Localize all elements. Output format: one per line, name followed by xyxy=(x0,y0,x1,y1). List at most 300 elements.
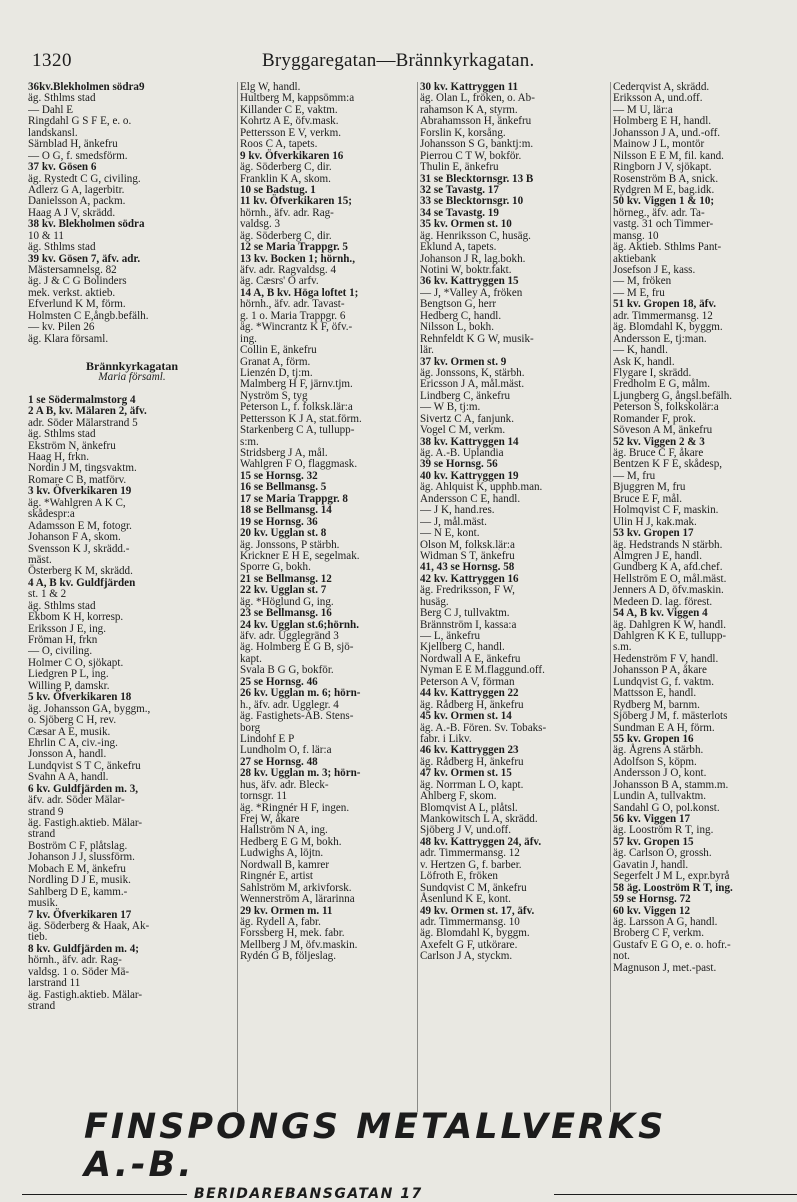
directory-entry: 16 se Bellmansg. 5 xyxy=(240,481,327,494)
directory-entry: äg. Sthlms stad xyxy=(28,428,96,441)
decorative-rule xyxy=(554,1194,797,1195)
directory-entry: Kjellberg C, handl. xyxy=(420,641,505,654)
directory-entry: hörnh., äfv. adr. Tavast- xyxy=(240,298,345,311)
directory-entry: Johansson P A, åkare xyxy=(613,664,707,677)
directory-entry: Flygare I, skrädd. xyxy=(613,366,692,379)
directory-column-1 xyxy=(28,82,236,1012)
directory-entry: — M, fröken xyxy=(613,275,672,288)
directory-entry: 29 kv. Ormen m. 11 xyxy=(240,904,333,917)
directory-entry: 23 se Bellmansg. 16 xyxy=(240,607,332,620)
directory-entry: 12 se Maria Trappgr. 5 xyxy=(240,241,348,254)
directory-entry: äg. Johansson GA, byggm., xyxy=(28,702,151,715)
directory-entry: 52 kv. Viggen 2 & 3 xyxy=(613,435,705,448)
directory-entry: — Dahl E xyxy=(28,103,73,116)
directory-entry: Frej W, åkare xyxy=(240,813,300,825)
directory-entry: äg. Aktieb. Sthlms Pant- xyxy=(613,241,722,254)
directory-entry: Sundman E A H, förm. xyxy=(613,721,715,734)
directory-entry: 5 kv. Öfverkikaren 18 xyxy=(28,691,132,704)
directory-entry: Hallström N A, ing. xyxy=(240,824,328,837)
page-title: Bryggaregatan—Brännkyrkagatan. xyxy=(262,50,535,71)
directory-entry: äfv. adr. Söder Mälar- xyxy=(28,794,125,807)
directory-entry: 48 kv. Kattryggen 24, äfv. xyxy=(420,835,542,848)
directory-entry: Gundberg K A, afd.chef. xyxy=(613,561,723,574)
directory-entry: — J, mål.mäst. xyxy=(420,515,487,528)
directory-entry: Haag H, frkn. xyxy=(28,451,89,463)
column-divider xyxy=(417,82,418,1112)
directory-entry: 46 kv. Kattryggen 23 xyxy=(420,744,519,757)
directory-entry: 24 kv. Ugglan st.6;hörnh. xyxy=(240,618,359,631)
directory-entry: äg. Sthlms stad xyxy=(28,241,96,254)
directory-entry: adr. Timmermansg. 12 xyxy=(613,309,713,322)
directory-entry: äg. Söderberg & Haak, Ak- xyxy=(28,919,150,932)
directory-entry: äfv. adr. Ugglegränd 3 xyxy=(240,630,339,642)
directory-entry: 19 se Hornsg. 36 xyxy=(240,515,318,528)
directory-entry: g. 1 o. Maria Trappgr. 6 xyxy=(240,309,346,322)
directory-entry: Holmer C O, sjökapt. xyxy=(28,656,124,669)
directory-entry: Widman S T, änkefru xyxy=(420,549,515,562)
directory-entry: Pierrou C T W, bokför. xyxy=(420,149,522,162)
directory-entry: 10 se Badstug. 1 xyxy=(240,183,316,196)
directory-entry: — J, *Valley A, fröken xyxy=(420,286,523,299)
directory-entry: Efverlund K M, förm. xyxy=(28,298,126,311)
directory-entry: 38 kv. Blekholmen södra xyxy=(28,218,145,231)
directory-entry: Adamsson E M, fotogr. xyxy=(28,519,132,532)
directory-entry: Hedberg C, handl. xyxy=(420,309,502,322)
directory-entry: 3 kv. Öfverkikaren 19 xyxy=(28,485,132,498)
directory-entry: valdsg. 3 xyxy=(240,218,281,231)
directory-entry: aktiebank xyxy=(613,252,657,265)
directory-entry: Hedberg E G M, bokh. xyxy=(240,835,342,848)
directory-entry: äg. Rydell A, fabr. xyxy=(240,915,321,928)
directory-entry: Sjöberg J V, und.off. xyxy=(420,824,512,837)
directory-entry: adr. Timmermansg. 10 xyxy=(420,915,520,928)
directory-entry: Maria församl. xyxy=(98,370,166,383)
directory-entry: Sahlberg D E, kamm.- xyxy=(28,885,128,898)
directory-entry: o. Sjöberg C H, rev. xyxy=(28,714,117,727)
directory-entry: Broberg C F, verkm. xyxy=(613,927,705,940)
directory-entry: 11 kv. Öfverkikaren 15; xyxy=(240,195,352,208)
directory-entry: äg. Jonssons, P stärbh. xyxy=(240,538,340,551)
directory-entry: 44 kv. Kattryggen 22 xyxy=(420,687,519,700)
directory-entry: hörnh., äfv. adr. Rag- xyxy=(28,954,122,967)
directory-entry: äg. Looström R T, ing. xyxy=(613,824,714,837)
directory-entry: 31 se Blecktornsgr. 13 B xyxy=(420,172,534,185)
directory-entry: äg. J & C G Bolinders xyxy=(28,275,127,288)
directory-entry: Johansson J A, und.-off. xyxy=(613,126,721,139)
directory-entry: — O G, f. smedsförm. xyxy=(28,149,128,162)
directory-entry: rahamson K A, styrm. xyxy=(420,103,518,116)
directory-entry: Dahlgren K K E, tullupp- xyxy=(613,630,727,642)
directory-entry: — M, fru xyxy=(613,469,656,482)
directory-entry: Fröman H, frkn xyxy=(28,634,98,646)
directory-entry: Mästersamnelsg. 82 xyxy=(28,264,117,276)
directory-entry: äg. Hedstrands N stärbh. xyxy=(613,538,723,551)
directory-entry: not. xyxy=(613,950,630,963)
directory-entry: Svensson K J, skrädd.- xyxy=(28,542,130,555)
directory-entry: Johansson B A, stamm.m. xyxy=(613,778,729,791)
directory-entry: Lundholm O, f. lär:a xyxy=(240,744,332,757)
directory-entry: larstrand 11 xyxy=(28,977,81,990)
directory-entry: Starkenberg C A, tullupp- xyxy=(240,424,355,437)
directory-entry: 20 kv. Ugglan st. 8 xyxy=(240,527,327,540)
directory-entry: Johanson F A, skom. xyxy=(28,531,121,544)
directory-entry: Ringnér E, artist xyxy=(240,870,314,883)
directory-entry xyxy=(28,345,236,356)
directory-entry: s.m. xyxy=(613,641,632,654)
directory-entry: Fredholm E G, målm. xyxy=(613,378,711,391)
directory-entry: Bengtson G, herr xyxy=(420,298,497,311)
directory-entry: borg xyxy=(240,721,261,734)
directory-entry: s:m. xyxy=(240,435,259,448)
directory-column-2 xyxy=(240,82,416,963)
directory-entry: Pettersson K J A, stat.förm. xyxy=(240,412,362,425)
directory-entry: Eklund A, tapets. xyxy=(420,241,497,254)
directory-entry: 25 se Hornsg. 46 xyxy=(240,675,318,688)
directory-entry: 32 se Tavastg. 17 xyxy=(420,183,499,196)
directory-entry: Sporre G, bokh. xyxy=(240,561,311,574)
directory-entry: Sundqvist C M, änkefru xyxy=(420,881,527,894)
directory-entry: 60 kv. Viggen 12 xyxy=(613,904,691,917)
directory-entry: Roos C A, tapets. xyxy=(240,138,318,151)
directory-entry: äg. *Ringnér H F, ingen. xyxy=(240,801,350,814)
directory-entry: Rydgren M E, bag.idk. xyxy=(613,183,715,196)
directory-entry: Olson M, folksk.lär:a xyxy=(420,538,515,551)
directory-entry: 51 kv. Gropen 18, äfv. xyxy=(613,298,717,311)
directory-entry: Adlerz G A, lagerbitr. xyxy=(28,183,125,196)
directory-entry: Adolfson S, köpm. xyxy=(613,755,697,768)
directory-entry: 7 kv. Öfverkikaren 17 xyxy=(28,908,132,921)
directory-entry: äg. A.-B. Fören. Sv. Tobaks- xyxy=(420,721,547,734)
directory-entry: fabr. i Likv. xyxy=(420,732,472,745)
directory-entry: hörnh., äfv. adr. Rag- xyxy=(240,206,334,219)
directory-entry: äg. Rådberg H, änkefru xyxy=(420,698,524,711)
directory-entry: Ekström N, änkefru xyxy=(28,439,116,452)
directory-entry: Malmberg H F, järnv.tjm. xyxy=(240,378,353,391)
directory-entry: Kohrtz A E, öfv.mask. xyxy=(240,115,339,128)
directory-entry: Hellström E O, mål.mäst. xyxy=(613,572,727,585)
directory-entry: Peterson A V, förman xyxy=(420,675,515,688)
directory-entry: äg. Sthlms stad xyxy=(28,92,96,105)
directory-entry: adr. Timmermansg. 12 xyxy=(420,847,520,860)
directory-entry: Ericsson J A, mål.mäst. xyxy=(420,378,525,391)
directory-entry: mansg. 10 xyxy=(613,229,659,242)
directory-entry: Lundqvist S T C, änkefru xyxy=(28,759,141,772)
directory-entry: Rydén G B, följeslag. xyxy=(240,950,336,963)
directory-entry: Österberg K M, skrädd. xyxy=(28,565,133,578)
directory-entry: skådespr:a xyxy=(28,508,75,521)
directory-entry: hörneg., äfv. adr. Ta- xyxy=(613,206,705,219)
directory-entry: äfv. adr. Ragvaldsg. 4 xyxy=(240,264,337,276)
directory-entry: äg. Carlson O, grossh. xyxy=(613,847,712,860)
directory-entry: Romare C B, matförv. xyxy=(28,473,127,486)
directory-entry: äg. Ahlquist K, upphb.man. xyxy=(420,481,543,494)
directory-entry: 38 kv. Kattryggen 14 xyxy=(420,435,519,448)
directory-entry: husäg. xyxy=(420,595,449,608)
advertisement xyxy=(84,1108,744,1202)
directory-entry: — J K, hand.res. xyxy=(420,504,495,517)
directory-entry: — W B, tj:m. xyxy=(420,401,481,414)
directory-entry: 55 kv. Gropen 16 xyxy=(613,732,694,745)
directory-entry: äg. Blomdahl K, byggm. xyxy=(613,321,723,334)
advertiser-address-row xyxy=(84,1186,744,1202)
directory-entry: Johanson J J, slussförm. xyxy=(28,851,135,864)
directory-entry: Haag A J V, skrädd. xyxy=(28,206,116,219)
directory-entry: Ehrlin C A, civ.-ing. xyxy=(28,736,118,749)
directory-entry: 37 kv. Gösen 6 xyxy=(28,161,97,174)
directory-entry: 10 & 11 xyxy=(28,229,64,242)
directory-entry: Ringborn J V, sjökapt. xyxy=(613,161,712,174)
directory-entry: Eriksson A, und.off. xyxy=(613,92,703,105)
directory-entry: Cederqvist A, skrädd. xyxy=(613,82,710,93)
directory-entry: lär. xyxy=(420,344,434,357)
directory-entry: Ludwighs A, löjtn. xyxy=(240,847,324,860)
directory-entry: 9 kv. Öfverkikaren 16 xyxy=(240,149,344,162)
directory-entry: Boström C F, plåtslag. xyxy=(28,839,128,852)
directory-entry: — N E, kont. xyxy=(420,527,480,540)
directory-entry: äg. *Wincrantz K F, öfv.- xyxy=(240,321,353,334)
directory-entry: Thulin E, änkefru xyxy=(420,161,499,174)
directory-entry: — O, civiling. xyxy=(28,645,93,658)
directory-entry: Jonsson A, handl. xyxy=(28,748,107,761)
directory-entry: äg. Norrman L O, kapt. xyxy=(420,778,524,791)
directory-entry: kapt. xyxy=(240,652,262,665)
directory-entry: äg. Blomdahl K, byggm. xyxy=(420,927,530,940)
directory-entry: Liedgren P L, ing. xyxy=(28,668,109,681)
directory-entry: äg. Fastigh.aktieb. Mälar- xyxy=(28,988,143,1001)
directory-entry: Peterson S, folkskolär:a xyxy=(613,401,719,414)
directory-entry: — kv. Pilen 26 xyxy=(28,321,95,334)
directory-entry: Ringdahl G S F E, e. o. xyxy=(28,115,132,128)
directory-entry: äg. Olan L, fröken, o. Ab- xyxy=(420,92,535,105)
directory-entry: Killander C E, vaktm. xyxy=(240,103,338,116)
directory-entry: Lundin A, tullvaktm. xyxy=(613,790,707,803)
directory-entry: Collin E, änkefru xyxy=(240,344,317,357)
directory-entry: Holmsten C E,ångb.befälh. xyxy=(28,309,149,322)
directory-entry: äg. Söderberg C, dir. xyxy=(240,229,332,242)
directory-entry: Nyström S, tyg xyxy=(240,389,308,402)
page-number: 1320 xyxy=(32,50,72,71)
directory-entry: — M E, fru xyxy=(613,286,665,299)
directory-entry: Nordin J M, tingsvaktm. xyxy=(28,462,137,475)
directory-entry: Ask K, handl. xyxy=(613,355,675,368)
directory-entry: Forssberg H, mek. fabr. xyxy=(240,927,345,940)
directory-entry: 37 kv. Ormen st. 9 xyxy=(420,355,507,368)
directory-entry: 30 kv. Kattryggen 11 xyxy=(420,82,518,93)
directory-entry: v. Hertzen G, f. barber. xyxy=(420,858,522,871)
directory-entry: äg. Dahlgren K W, handl. xyxy=(613,618,727,631)
directory-entry: Mankowitsch L A, skrädd. xyxy=(420,813,538,825)
directory-entry: Bjuggren M, fru xyxy=(613,481,686,494)
directory-entry: landskansl. xyxy=(28,126,78,139)
directory-entry: Holmqvist C F, maskin. xyxy=(613,504,719,517)
directory-entry: 42 kv. Kattryggen 16 xyxy=(420,572,519,585)
directory-entry: Hultberg M, kappsömm:a xyxy=(240,92,355,105)
directory-entry: 28 kv. Ugglan m. 3; hörn- xyxy=(240,767,361,780)
directory-entry: Nilsson L, bokh. xyxy=(420,321,494,334)
directory-entry: Carlson J A, styckm. xyxy=(420,950,513,963)
directory-entry: — M U, lär:a xyxy=(613,103,673,116)
directory-entry: äg. *Höglund G, ing. xyxy=(240,595,334,608)
directory-entry: Medeen D. lag. förest. xyxy=(613,595,713,608)
directory-entry: äg. Cæsrs' O arfv. xyxy=(240,275,319,288)
directory-entry: Sahlström M, arkivforsk. xyxy=(240,881,352,894)
directory-entry: 39 kv. Gösen 7, äfv. adr. xyxy=(28,252,141,265)
directory-entry: Bentzen K F E, skådesp, xyxy=(613,458,723,471)
directory-entry: strand xyxy=(28,1000,56,1012)
directory-entry: Danielsson A, packm. xyxy=(28,195,126,208)
directory-entry: Nyman E E M.flaggund.off. xyxy=(420,664,545,677)
directory-entry: Särnblad H, änkefru xyxy=(28,138,118,151)
advertiser-address: BERIDAREBANSGATAN 17 xyxy=(194,1186,423,1202)
directory-entry: strand 9 xyxy=(28,805,64,818)
directory-entry: Ahlberg F, skom. xyxy=(420,790,497,803)
directory-entry: äg. Holmberg E G B, sjö- xyxy=(240,641,354,654)
directory-entry: Rehnfeldt K G W, musik- xyxy=(420,332,534,345)
directory-entry: äg. A.-B. Uplandia xyxy=(420,447,504,459)
directory-entry: Mainow J L, montör xyxy=(613,138,705,151)
directory-entry: Åsenlund K E, kont. xyxy=(420,893,511,906)
directory-entry: 36kv.Blekholmen södra9 xyxy=(28,82,145,93)
directory-entry: Andersson J O, kont. xyxy=(613,767,707,780)
directory-entry: äg. Söderberg C, dir. xyxy=(240,161,332,174)
directory-entry: Peterson L, f. folksk.lär:a xyxy=(240,401,353,414)
directory-entry: 34 se Tavastg. 19 xyxy=(420,206,499,219)
column-divider xyxy=(610,82,611,1112)
directory-entry: 50 kv. Viggen 1 & 10; xyxy=(613,195,715,208)
directory-entry: Magnuson J, met.-past. xyxy=(613,961,717,974)
directory-entry: 27 se Hornsg. 48 xyxy=(240,755,318,768)
directory-entry: Lienzén D, tj:m. xyxy=(240,366,313,379)
directory-entry: Jenners A D, öfv.maskin. xyxy=(613,584,724,597)
directory-entry: äg. Rådberg H, änkefru xyxy=(420,755,524,768)
directory-entry: äg. Rystedt C G, civiling. xyxy=(28,172,141,185)
directory-entry: Blomqvist A L, plåtsl. xyxy=(420,801,518,814)
directory-entry: Axefelt G F, utkörare. xyxy=(420,938,518,951)
directory-entry: Romander F, prok. xyxy=(613,412,696,425)
directory-entry: Wennerström A, lärarinna xyxy=(240,893,355,906)
directory-entry: 6 kv. Guldfjärden m. 3, xyxy=(28,782,139,795)
directory-entry: Segerfelt J M L, expr.byrå xyxy=(613,870,730,883)
directory-entry: 58 äg. Looström R T, ing. xyxy=(613,881,733,894)
directory-entry: äg. *Wahlgren A K C, xyxy=(28,496,126,509)
directory-entry: Notini W, boktr.fakt. xyxy=(420,264,512,276)
directory-entry: Lindberg C, änkefru xyxy=(420,389,511,402)
directory-entry: äg. Sthlms stad xyxy=(28,599,96,612)
directory-entry: vastg. 31 och Timmer- xyxy=(613,218,714,231)
directory-entry: Vogel C M, verkm. xyxy=(420,424,506,437)
directory-entry: Nordwall B, kamrer xyxy=(240,858,330,871)
directory-entry: äg. Fredriksson, F W, xyxy=(420,584,515,597)
directory-entry: 17 se Maria Trappgr. 8 xyxy=(240,492,348,505)
directory-entry: 8 kv. Guldfjärden m. 4; xyxy=(28,942,139,955)
directory-entry: Rydberg M, barnm. xyxy=(613,698,700,711)
directory-entry: ing. xyxy=(240,332,257,345)
directory-entry: Franklin K A, skom. xyxy=(240,172,331,185)
directory-entry: 49 kv. Ormen st. 17, äfv. xyxy=(420,904,535,917)
directory-column-3 xyxy=(420,82,610,963)
directory-entry: 2 A B, kv. Mälaren 2, äfv. xyxy=(28,405,147,418)
directory-entry: Josefson J E, kass. xyxy=(613,264,696,276)
directory-entry: 4 A, B kv. Guldfjärden xyxy=(28,576,136,589)
directory-entry: 53 kv. Gropen 17 xyxy=(613,527,694,540)
directory-entry: äg. Henriksson C, husäg. xyxy=(420,229,531,242)
directory-entry: tornsgr. 11 xyxy=(240,790,288,803)
directory-entry: 45 kv. Ormen st. 14 xyxy=(420,710,512,723)
directory-entry: Krickner E H E, segelmak. xyxy=(240,549,360,562)
directory-entry: Mattsson E, handl. xyxy=(613,687,697,700)
directory-entry: Hedenström F V, handl. xyxy=(613,652,719,665)
directory-entry: 21 se Bellmansg. 12 xyxy=(240,572,332,585)
directory-entry: Brännkyrkagatan xyxy=(85,358,179,373)
directory-entry: Ekbom K H, korresp. xyxy=(28,611,124,624)
directory-entry: äg. Ågrens A stärbh. xyxy=(613,744,704,757)
directory-entry: h., äfv. adr. Ugglegr. 4 xyxy=(240,698,339,711)
directory-entry: Berg C J, tullvaktm. xyxy=(420,607,510,620)
directory-entry: Almgren J E, handl. xyxy=(613,549,703,562)
directory-entry: mek. verkst. aktieb. xyxy=(28,286,116,299)
directory-entry: Lundqvist G, f. vaktm. xyxy=(613,675,715,688)
directory-entry: Wahlgren F O, flaggmask. xyxy=(240,458,358,471)
directory-entry: Nilsson E E M, fil. kand. xyxy=(613,149,724,162)
directory-entry: äg. Klara församl. xyxy=(28,332,109,345)
directory-entry: 57 kv. Gropen 15 xyxy=(613,835,694,848)
decorative-rule xyxy=(22,1194,187,1195)
directory-entry: 22 kv. Ugglan st. 7 xyxy=(240,584,327,597)
directory-entry: Eriksson J E, ing. xyxy=(28,622,106,635)
directory-entry: st. 1 & 2 xyxy=(28,588,67,601)
directory-entry: musik. xyxy=(28,897,58,910)
directory-entry: äg. Larsson A G, handl. xyxy=(613,915,718,928)
directory-entry: Nordling D J E, musik. xyxy=(28,874,131,887)
directory-entry: Bruce E F, mål. xyxy=(613,492,683,505)
directory-entry: Mobach E M, änkefru xyxy=(28,862,126,875)
directory-entry: 13 kv. Bocken 1; hörnh., xyxy=(240,252,355,265)
directory-entry: Ulin H J, kak.mak. xyxy=(613,515,697,528)
directory-entry: 39 se Hornsg. 56 xyxy=(420,458,498,471)
directory-entry: 36 kv. Kattryggen 15 xyxy=(420,275,519,288)
directory-entry: Elg W, handl. xyxy=(240,82,301,93)
directory-entry: Rosenström B A, snick. xyxy=(613,172,719,185)
directory-entry: 26 kv. Ugglan m. 6; hörn- xyxy=(240,687,361,700)
directory-entry: tieb. xyxy=(28,931,48,944)
directory-entry: hus, äfv. adr. Bleck- xyxy=(240,778,329,791)
directory-entry: Sjöberg J M, f. mästerlots xyxy=(613,710,728,723)
page-header xyxy=(32,50,767,78)
directory-entry: Söveson A M, änkefru xyxy=(613,424,713,437)
directory-entry: 14 A, B kv. Höga loftet 1; xyxy=(240,286,359,299)
directory-entry: Andersson E, tj:man. xyxy=(613,332,707,345)
directory-entry: Brännström I, kassa:a xyxy=(420,618,517,631)
directory-entry: äg. Bruce C F, åkare xyxy=(613,447,704,459)
advertiser-name: FINSPONGS METALLVERKS A.-B. xyxy=(84,1107,667,1185)
directory-entry: 15 se Hornsg. 32 xyxy=(240,469,318,482)
directory-entry: Löfroth E, fröken xyxy=(420,870,498,883)
directory-column-4 xyxy=(613,82,773,974)
directory-entry: — L, änkefru xyxy=(420,630,481,642)
column-divider xyxy=(237,82,238,1112)
directory-entry: valdsg. 1 o. Söder Mä- xyxy=(28,965,130,978)
directory-entry: äg. Fastigh.aktieb. Mälar- xyxy=(28,817,143,829)
directory-entry: mäst. xyxy=(28,553,52,566)
directory-entry: 47 kv. Ormen st. 15 xyxy=(420,767,512,780)
directory-columns xyxy=(28,82,772,1112)
directory-entry: äg. Fastighets-AB. Stens- xyxy=(240,710,354,723)
directory-entry: Gavatin J, handl. xyxy=(613,858,689,871)
directory-entry: Nordwall A E, änkefru xyxy=(420,652,521,665)
directory-entry: Cæsar A E, musik. xyxy=(28,725,111,738)
directory-entry: Johanson J R, lag.bokh. xyxy=(420,252,526,265)
directory-entry: Sandahl G O, pol.konst. xyxy=(613,801,720,814)
